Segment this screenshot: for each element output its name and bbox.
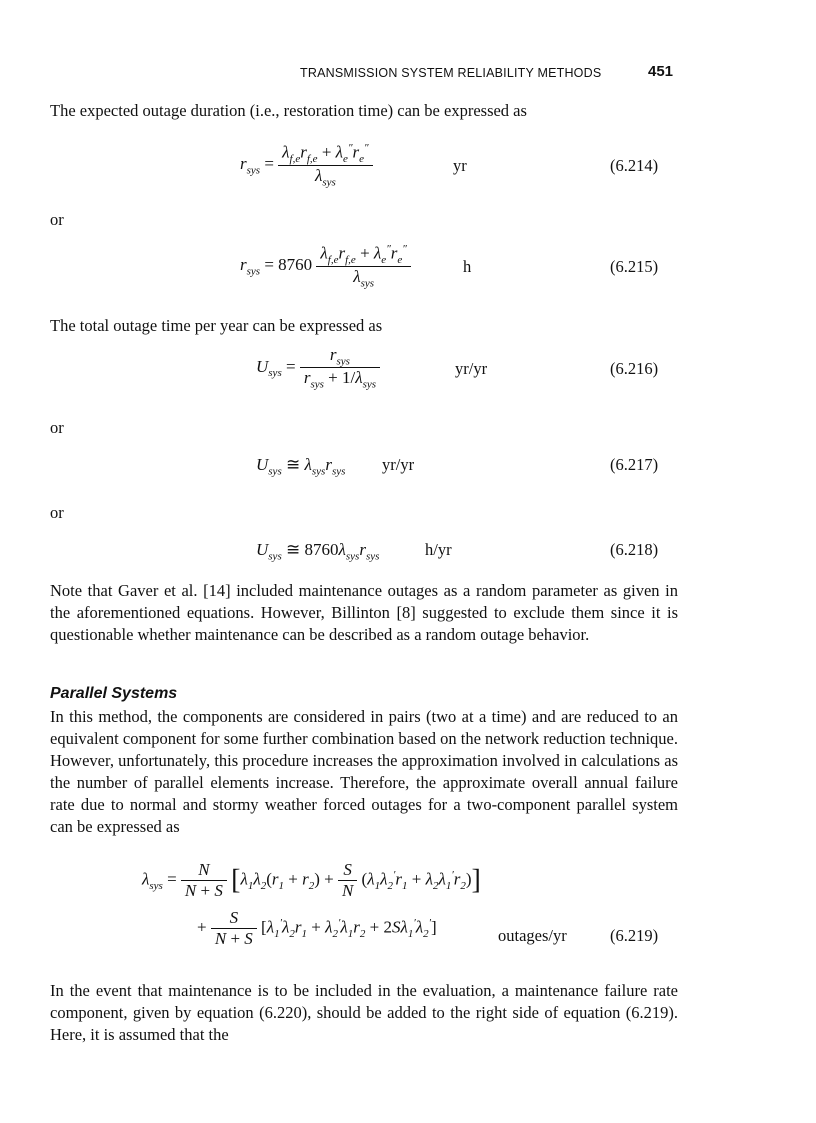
- paragraph-maintenance-note: Note that Gaver et al. [14] included maintenance outages as a random parameter as given in the aforementioned equations. However, Billinton [8] suggested to exclude them since it is questionable whether maintenance can be described as a random outage behavior.: [50, 581, 678, 644]
- eq-6-215-formula: $r_{sys} = 8760$ $\frac{\lambda_{f,e}r_{f,e} + \lambda_e''r_e''}{\lambda_{sys}}$: [240, 243, 411, 289]
- section-heading-parallel-systems: Parallel Systems: [50, 685, 178, 702]
- eq-6-215-unit: h: [463, 257, 472, 276]
- eq-6-214-unit: yr: [453, 156, 467, 175]
- eq-6-217-unit: yr/yr: [382, 455, 415, 474]
- paragraph-total-outage-intro: The total outage time per year can be expressed as: [50, 316, 383, 335]
- running-title: TRANSMISSION SYSTEM RELIABILITY METHODS: [300, 66, 602, 80]
- eq-6-218-unit: h/yr: [425, 540, 452, 559]
- eq-6-219-unit: outages/yr: [498, 926, 567, 945]
- eq-6-218-formula: $U_{sys}$ ≅ $8760\lambda_{sys}r_{sys}$: [256, 540, 380, 563]
- eq-6-217-formula: $U_{sys}$ ≅ $\lambda_{sys}r_{sys}$: [256, 455, 346, 478]
- eq-6-219-number: (6.219): [610, 926, 659, 945]
- eq-6-216-formula: $U_{sys}$ = $\frac{r_{sys}}{r_{sys} + 1/\lambda_{sys}}$: [256, 345, 380, 391]
- equation-6-219: [0, 860, 816, 948]
- paragraph-parallel-method: In this method, the components are considered in pairs (two at a time) and are reduced to an equivalent component for some further combination based on the network reduction technique. However, unfortunately, this procedure increases the approximation involved in calculations as the number of parallel elements increase. Therefore, the approximate overall annual failure rate due to normal and stormy weather forced outages for a two-component parallel system can be expressed as: [50, 707, 678, 836]
- page-number: 451: [648, 63, 674, 80]
- paragraph-maintenance-inclusion: In the event that maintenance is to be included in the evaluation, a maintenance failure rate component, given by equation (6.220), should be added to the right side of equation (6.219). Here, it is assumed that the: [50, 981, 678, 1044]
- eq-6-214-formula: $r_{sys}$ = $\frac{\lambda_{f,e}r_{f,e} + \lambda_e''r_e''}{\lambda_{sys}}$: [240, 142, 373, 188]
- paragraph-restoration-intro: The expected outage duration (i.e., restoration time) can be expressed as: [50, 101, 527, 120]
- connector-or-1: or: [50, 210, 64, 229]
- eq-6-215-factor: 8760: [278, 255, 313, 275]
- connector-or-3: or: [50, 503, 64, 522]
- eq-6-217-number: (6.217): [610, 455, 659, 474]
- eq-6-218-number: (6.218): [610, 540, 659, 559]
- eq-6-214-number: (6.214): [610, 156, 659, 175]
- eq-6-215-number: (6.215): [610, 257, 659, 276]
- eq-6-216-unit: yr/yr: [455, 359, 488, 378]
- connector-or-2: or: [50, 418, 64, 437]
- eq-6-216-number: (6.216): [610, 359, 659, 378]
- page-header: [0, 62, 816, 82]
- eq-6-218-factor: 8760: [304, 540, 339, 559]
- eq-6-219-line1: $\lambda_{sys}$ = $\frac{N}{N + S}$ [$\lambda_1\lambda_2(r_1 + r_2)$ + $\frac{S}{N}$ $(\lambda_1\lambda_2'r_1 + \lambda_2\lambda_1'r_2)$]: [142, 860, 481, 900]
- eq-6-219-line2: + $\frac{S}{N + S}$ $[\lambda_1'\lambda_2r_1 + \lambda_2'\lambda_1r_2 + 2S\lambda_1'\lambda_2']$: [197, 908, 437, 948]
